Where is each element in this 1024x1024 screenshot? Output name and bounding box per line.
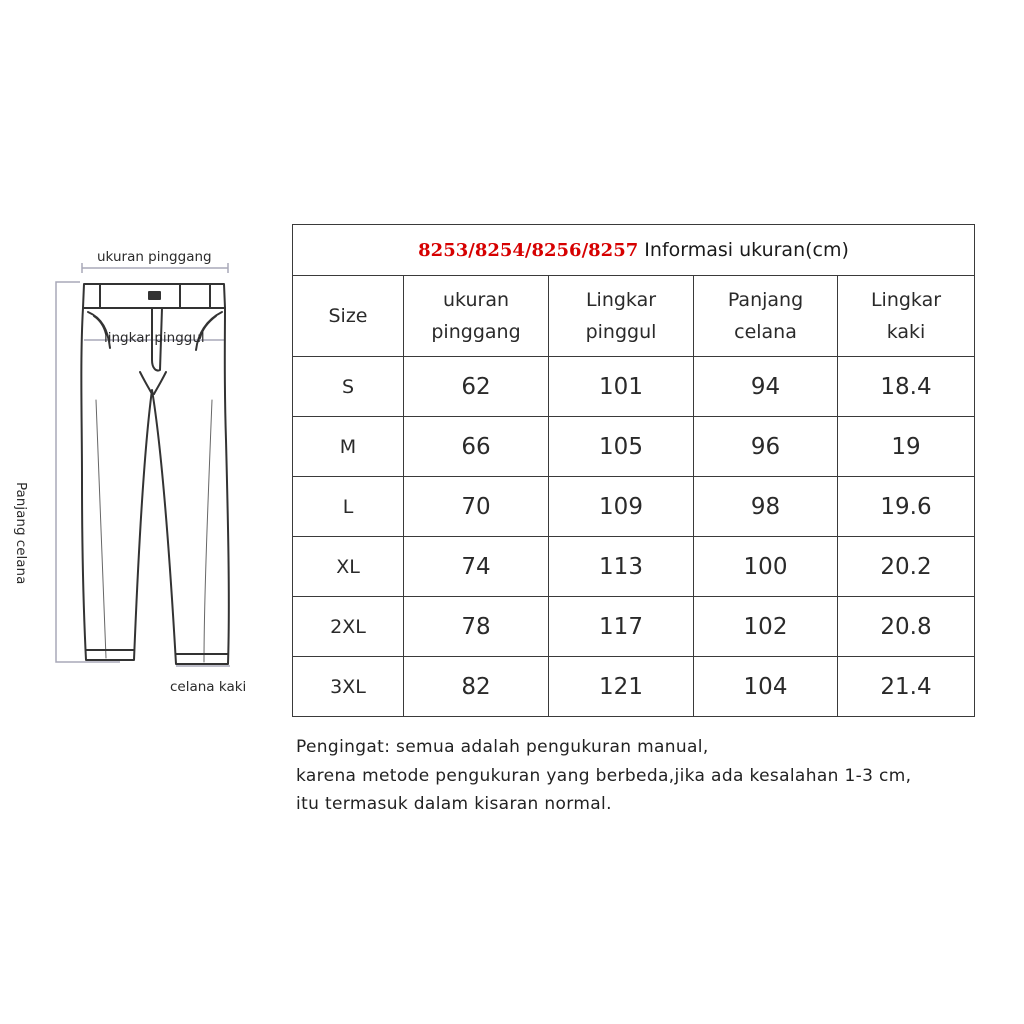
hip-label: lingkar pinggul xyxy=(104,330,205,346)
length-cell: 100 xyxy=(694,537,838,597)
table-row xyxy=(293,537,975,597)
size-cell: 2XL xyxy=(293,597,404,657)
hip-cell: 121 xyxy=(549,657,694,717)
table-row xyxy=(293,357,975,417)
length-cell: 96 xyxy=(694,417,838,477)
leg-cell: 20.8 xyxy=(838,597,975,657)
table-row xyxy=(293,597,975,657)
hip-cell: 101 xyxy=(549,357,694,417)
note-line-3: itu termasuk dalam kisaran normal. xyxy=(296,794,612,814)
header-length-line2: celana xyxy=(734,321,797,343)
header-size xyxy=(293,276,404,357)
pants-illustration xyxy=(0,0,290,720)
waist-cell: 62 xyxy=(404,357,549,417)
size-cell: S xyxy=(293,357,404,417)
length-cell: 94 xyxy=(694,357,838,417)
header-hip xyxy=(549,276,694,357)
leg-cell: 19 xyxy=(838,417,975,477)
table-row xyxy=(293,657,975,717)
length-label: Panjang celana xyxy=(13,482,29,585)
header-waist-line2: pinggang xyxy=(431,321,521,343)
size-cell: XL xyxy=(293,537,404,597)
size-cell: L xyxy=(293,477,404,537)
hip-cell: 109 xyxy=(549,477,694,537)
waist-label: ukuran pinggang xyxy=(97,249,212,265)
leg-cell: 20.2 xyxy=(838,537,975,597)
hip-cell: 105 xyxy=(549,417,694,477)
length-cell: 98 xyxy=(694,477,838,537)
waist-cell: 78 xyxy=(404,597,549,657)
header-hip-line2: pinggul xyxy=(585,321,657,343)
leg-cell: 18.4 xyxy=(838,357,975,417)
product-codes: 8253/8254/8256/8257 xyxy=(418,240,639,261)
header-leg-line2: kaki xyxy=(886,321,926,343)
header-leg xyxy=(838,276,975,357)
table-header-row xyxy=(293,276,975,357)
table-title-row xyxy=(293,225,975,276)
note-line-2: karena metode pengukuran yang berbeda,jika ada kesalahan 1-3 cm, xyxy=(296,765,912,786)
header-leg-line1: Lingkar xyxy=(870,289,942,311)
leg-opening-label: celana kaki xyxy=(170,679,247,695)
hip-cell: 113 xyxy=(549,537,694,597)
header-waist-line1: ukuran xyxy=(443,289,509,311)
hip-cell: 117 xyxy=(549,597,694,657)
length-cell: 104 xyxy=(694,657,838,717)
note-line-1: Pengingat: semua adalah pengukuran manual, xyxy=(296,737,709,757)
waist-cell: 82 xyxy=(404,657,549,717)
header-length xyxy=(694,276,838,357)
table-row xyxy=(293,417,975,477)
length-cell: 102 xyxy=(694,597,838,657)
size-chart-table xyxy=(292,224,975,717)
size-cell: 3XL xyxy=(293,657,404,717)
table-row xyxy=(293,477,975,537)
table-title-text: Informasi ukuran(cm) xyxy=(638,239,849,261)
measurement-note xyxy=(296,733,911,819)
leg-cell: 21.4 xyxy=(838,657,975,717)
table-title xyxy=(293,225,975,276)
pants-size-diagram xyxy=(0,0,290,720)
header-hip-line1: Lingkar xyxy=(585,289,657,311)
waist-cell: 66 xyxy=(404,417,549,477)
leg-cell: 19.6 xyxy=(838,477,975,537)
header-length-line1: Panjang xyxy=(727,289,804,311)
header-waist xyxy=(404,276,549,357)
header-size-label: Size xyxy=(328,305,368,327)
size-cell: M xyxy=(293,417,404,477)
waist-cell: 70 xyxy=(404,477,549,537)
waist-cell: 74 xyxy=(404,537,549,597)
